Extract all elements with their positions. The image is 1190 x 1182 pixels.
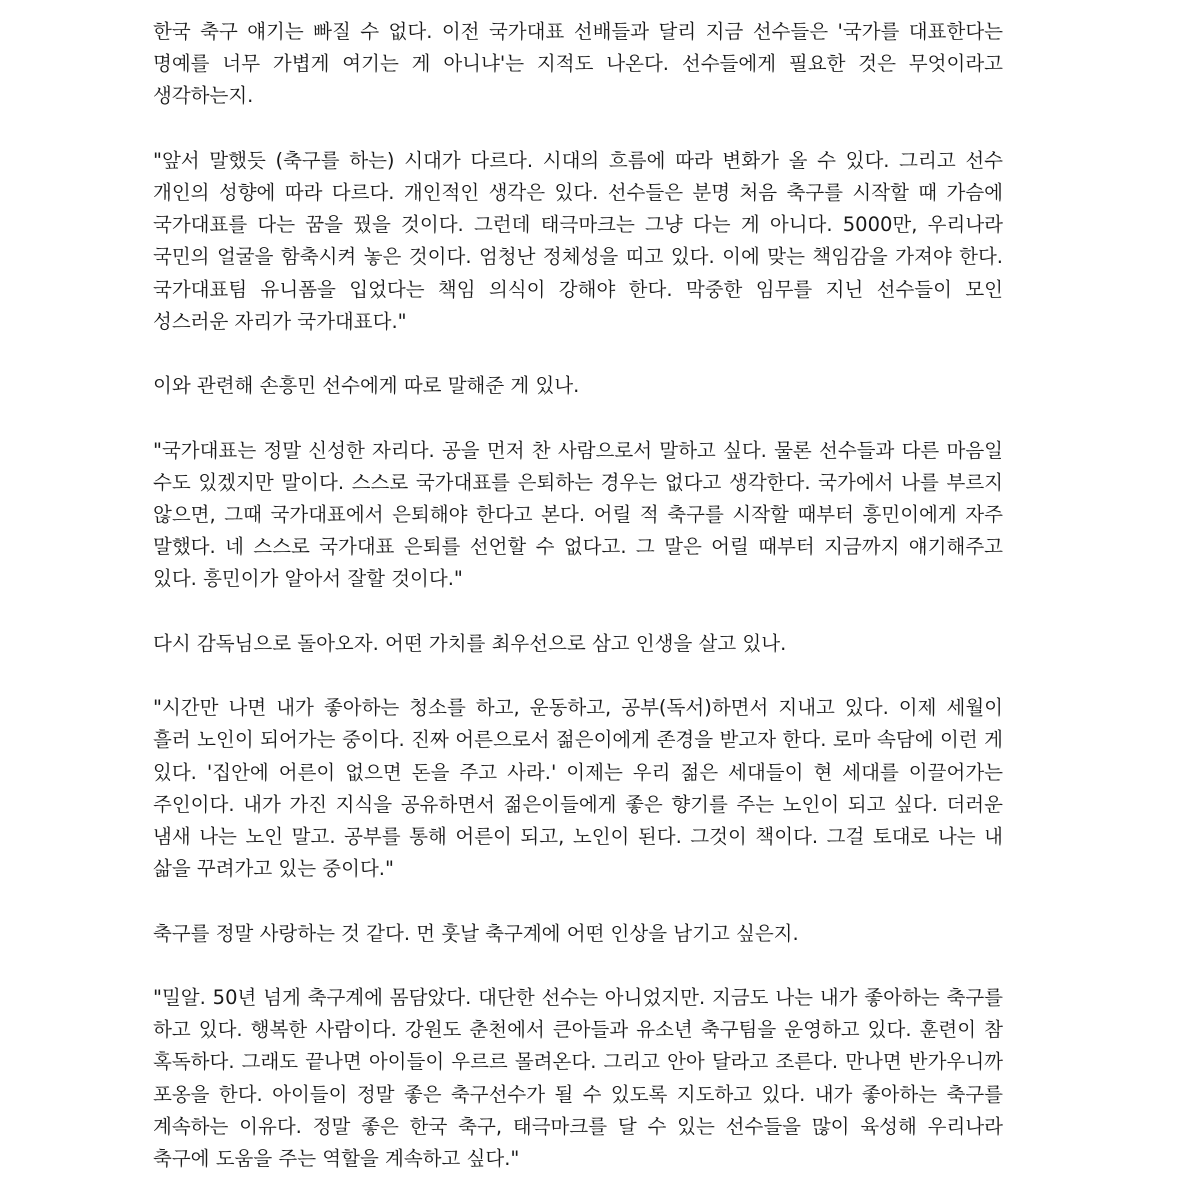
interview-answer: "국가대표는 정말 신성한 자리다. 공을 먼저 찬 사람으로서 말하고 싶다. 물론 선수들과 다른 마음일 수도 있겠지만 말이다. 스스로 국가대표를 은퇴하는 경우는 없다고 생각한다. 국가에서 나를 부르지 않으면, 그때 국가대표에서 은퇴해야 한다고 본다. 어릴 적 축구를 시작할 때부터 흥민이에게 자주 말했다. 네 스스로 국가대표 은퇴를 선언할 수 없다고. 그 말은 어릴 때부터 지금까지 얘기해주고 있다. 흥민이가 알아서 잘할 것이다." — [153, 438, 1003, 591]
interview-answer: "시간만 나면 내가 좋아하는 청소를 하고, 운동하고, 공부(독서)하면서 지내고 있다. 이제 세월이 흘러 노인이 되어가는 중이다. 진짜 어른으로서 젊은이에게 존경을 받고자 한다. 로마 속담에 이런 게 있다. '집안에 어른이 없으면 돈을 주고 사라.' 이제는 우리 젊은 세대들이 현 세대를 이끌어가는 주인이다. 내가 가진 지식을 공유하면서 젊은이들에게 좋은 향기를 주는 노인이 되고 싶다. 더러운 냄새 나는 노인 말고. 공부를 통해 어른이 되고, 노인이 된다. 그것이 책이다. 그걸 토대로 나는 내 삶을 꾸려가고 있는 중이다." — [153, 696, 1003, 881]
interview-question: 한국 축구 얘기는 빠질 수 없다. 이전 국가대표 선배들과 달리 지금 선수들은 '국가를 대표한다는 명예를 너무 가볍게 여기는 게 아니냐'는 지적도 나온다. 선수들에게 필요한 것은 무엇이라고 생각하는지. — [153, 20, 1003, 108]
article-body — [153, 16, 1003, 1175]
interview-question: 다시 감독님으로 돌아오자. 어떤 가치를 최우선으로 삼고 인생을 살고 있나. — [153, 631, 787, 655]
interview-question: 축구를 정말 사랑하는 것 같다. 먼 훗날 축구계에 어떤 인상을 남기고 싶은지. — [153, 921, 799, 945]
interview-answer: "밀알. 50년 넘게 축구계에 몸담았다. 대단한 선수는 아니었지만. 지금도 나는 내가 좋아하는 축구를 하고 있다. 행복한 사람이다. 강원도 춘천에서 큰아들과 유소년 축구팀을 운영하고 있다. 훈련이 참 혹독하다. 그래도 끝나면 아이들이 우르르 몰려온다. 그리고 안아 달라고 조른다. 만나면 반가우니까 포옹을 한다. 아이들이 정말 좋은 축구선수가 될 수 있도록 지도하고 있다. 내가 좋아하는 축구를 계속하는 이유다. 정말 좋은 한국 축구, 태극마크를 달 수 있는 선수들을 많이 육성해 우리나라 축구에 도움을 주는 역할을 계속하고 싶다." — [153, 985, 1003, 1170]
interview-answer: "앞서 말했듯 (축구를 하는) 시대가 다르다. 시대의 흐름에 따라 변화가 올 수 있다. 그리고 선수 개인의 성향에 따라 다르다. 개인적인 생각은 있다. 선수들은 분명 처음 축구를 시작할 때 가슴에 국가대표를 다는 꿈을 꿨을 것이다. 그런데 태극마크는 그냥 다는 게 아니다. 5000만, 우리나라 국민의 얼굴을 함축시켜 놓은 것이다. 엄청난 정체성을 띠고 있다. 이에 맞는 책임감을 가져야 한다. 국가대표팀 유니폼을 입었다는 책임 의식이 강해야 한다. 막중한 임무를 지닌 선수들이 모인 성스러운 자리가 국가대표다." — [153, 148, 1003, 333]
interview-question: 이와 관련해 손흥민 선수에게 따로 말해준 게 있나. — [153, 374, 580, 398]
